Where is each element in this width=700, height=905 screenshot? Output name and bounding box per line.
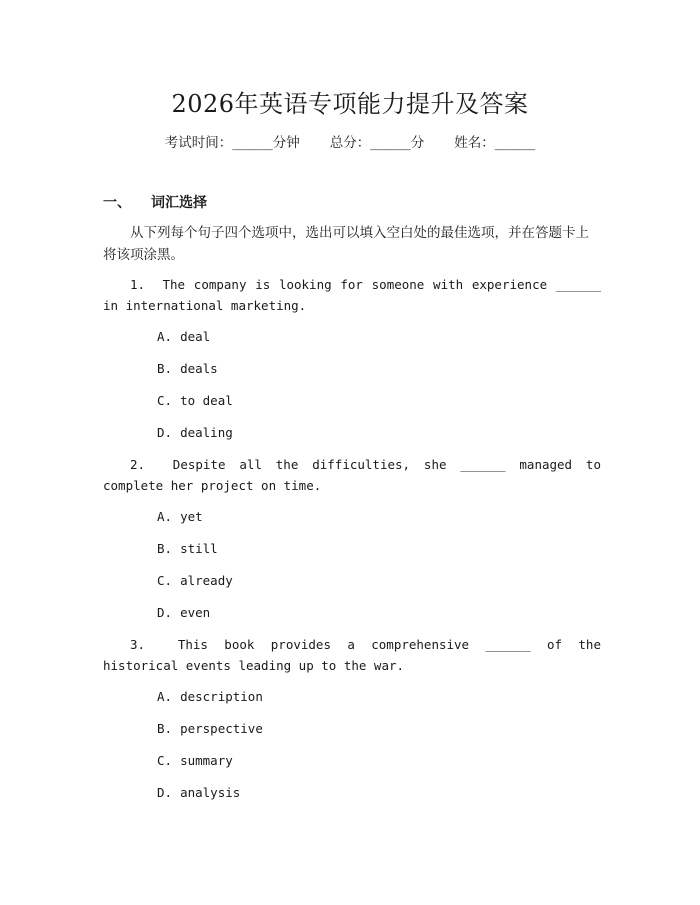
total-score-field: 总分：______分 — [329, 135, 425, 151]
option-text: deals — [180, 361, 218, 376]
page-title: 2026年英语专项能力提升及答案 — [171, 90, 529, 118]
question-3-text — [103, 634, 601, 676]
question-2-option-a — [157, 509, 203, 524]
option-text: yet — [180, 509, 203, 524]
name-field: 姓名：______ — [454, 135, 536, 151]
question-3-option-c — [157, 753, 233, 768]
question-2-option-d — [157, 605, 210, 620]
option-label: B. — [157, 361, 173, 376]
question-2-text — [103, 454, 601, 496]
option-text: already — [180, 573, 233, 588]
question-1-option-c — [157, 393, 233, 408]
option-text: summary — [180, 753, 233, 768]
option-text: dealing — [180, 425, 233, 440]
question-2-option-b — [157, 541, 218, 556]
section-heading — [103, 192, 207, 212]
question-2-option-c — [157, 573, 233, 588]
option-label: A. — [157, 689, 173, 704]
question-stem: The company is looking for someone with experience ______ in international marketing. — [103, 277, 601, 313]
question-3-option-b — [157, 721, 263, 736]
option-label: D. — [157, 605, 173, 620]
option-label: B. — [157, 721, 173, 736]
question-1-option-a — [157, 329, 210, 344]
question-1-option-b — [157, 361, 218, 376]
section-title: 词汇选择 — [151, 195, 207, 211]
question-number: 2. — [130, 457, 146, 472]
option-label: D. — [157, 425, 173, 440]
option-label: C. — [157, 393, 173, 408]
option-text: analysis — [180, 785, 241, 800]
question-number: 1. — [130, 277, 146, 292]
option-text: deal — [180, 329, 211, 344]
question-3-option-d — [157, 785, 240, 800]
section-number: 一、 — [103, 195, 131, 211]
question-3-option-a — [157, 689, 263, 704]
section-instruction: 从下列每个句子四个选项中，选出可以填入空白处的最佳选项，并在答题卡上将该项涂黑。 — [103, 225, 589, 263]
option-label: D. — [157, 785, 173, 800]
option-label: A. — [157, 509, 173, 524]
question-number: 3. — [130, 637, 146, 652]
option-label: C. — [157, 573, 173, 588]
question-stem: Despite all the difficulties, she ______ managed to complete her project on time. — [103, 457, 601, 493]
exam-time-field: 考试时间：______分钟 — [164, 135, 300, 151]
option-label: C. — [157, 753, 173, 768]
exam-meta-line — [0, 131, 700, 151]
option-text: still — [180, 541, 218, 556]
question-stem: This book provides a comprehensive ______ of the historical events leading up to the war. — [103, 637, 601, 673]
option-label: A. — [157, 329, 173, 344]
question-1-text — [103, 274, 601, 316]
option-text: perspective — [180, 721, 263, 736]
option-label: B. — [157, 541, 173, 556]
option-text: to deal — [180, 393, 233, 408]
question-1-option-d — [157, 425, 233, 440]
option-text: description — [180, 689, 263, 704]
option-text: even — [180, 605, 211, 620]
